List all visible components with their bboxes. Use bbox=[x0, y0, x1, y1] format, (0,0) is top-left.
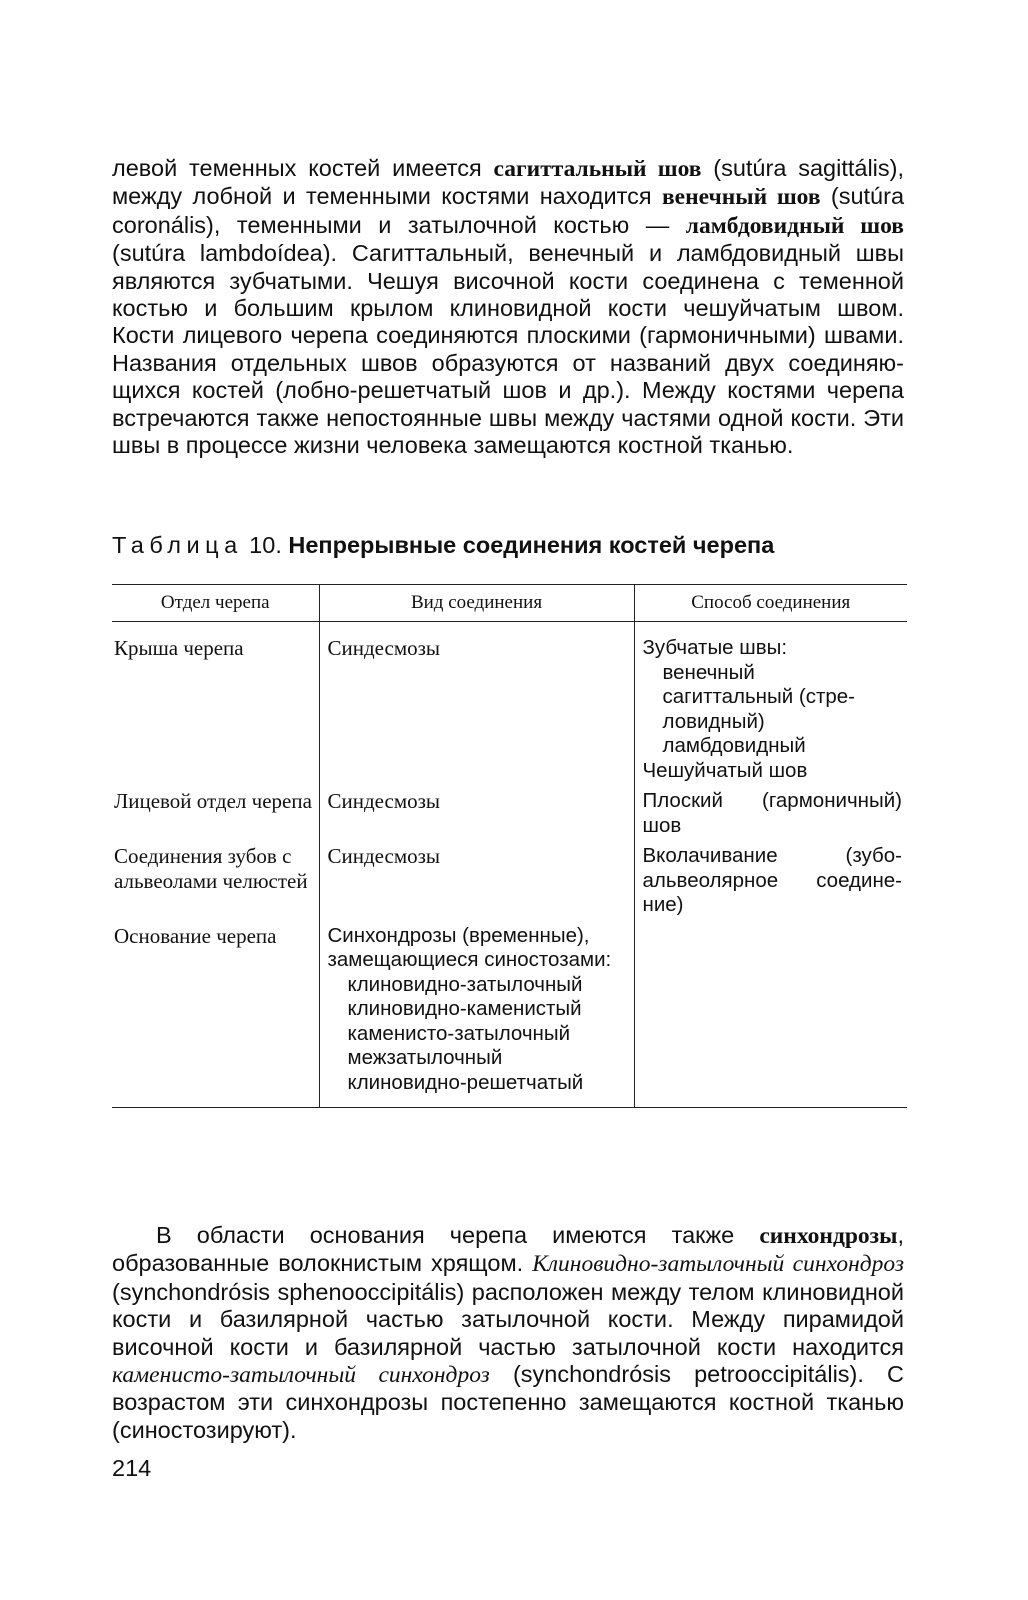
cell-type: Синдесмозы bbox=[319, 622, 634, 790]
type-item: клиновидно-затылочный bbox=[347, 972, 583, 996]
cell-section: Основание черепа bbox=[114, 923, 277, 948]
text-run: левой теменных костей имеется bbox=[112, 155, 494, 181]
table-row bbox=[112, 924, 907, 1108]
text-run: , образованные волокнистым хрящом. bbox=[112, 1222, 904, 1277]
type-item: клиновидно-решетчатый bbox=[347, 1070, 584, 1094]
text-run: (sutúra lambdoídea). Сагиттальный, венечный и ламбдовидный швы являются зубчатыми. Чешуя височной кости соединена с теменной костью и большим крылом клиновидной кости чешуйчатым швом. Кости лицевого черепа соединяются плоскими (гармоничными) швами. Названия отдельных швов образуются от названий двух соединяющихся костей (лобно-решетчатый шов и др.). Между костями черепа встречаются также непостоянные швы между частями одной кости. Эти швы в процессе жизни человека замещаются костной тканью. bbox=[112, 240, 904, 459]
cell-section: Лицевой отдел черепа bbox=[114, 789, 312, 813]
method-item: ламбдовидный bbox=[662, 734, 806, 757]
type-item: каменисто-затылочный bbox=[347, 1021, 571, 1045]
table-title: Непрерывные соединения костей черепа bbox=[288, 532, 775, 558]
cell-method bbox=[634, 622, 907, 790]
page-number: 214 bbox=[112, 1455, 152, 1481]
text-run: (sutúra coronális), теменными и затылочной костью — bbox=[112, 183, 905, 238]
term-petro-occipital: каменисто-затылочный синхондроз bbox=[112, 1362, 490, 1389]
text-run: (synchondrósis petrooccipitális). С возрастом эти синхондрозы постепенно замещаются костной тканью (синостозируют). bbox=[112, 1361, 905, 1443]
paragraph-sutures bbox=[112, 155, 904, 459]
text-run: (synchondrósis sphenooccipitális) расположен между телом клиновидной кости и базилярной частью затылочной кости. Между пирамидой височной кости и базилярной частью затылочной кости находится bbox=[112, 1278, 904, 1360]
cell-method: Плоский (гармоничный) шов bbox=[634, 789, 907, 844]
method-tail: Чешуйчатый шов bbox=[642, 758, 808, 782]
type-heading: Синхондрозы (временные), замещающиеся синостозами: bbox=[327, 923, 612, 971]
cell-section: Соединения зубов с альвеолами челюстей bbox=[114, 844, 308, 893]
cell-method: Вколачивание (зубоальвеолярное соединение) bbox=[634, 844, 907, 924]
table-row bbox=[112, 622, 907, 790]
cell-type bbox=[319, 924, 634, 1108]
skull-joints-table bbox=[112, 584, 907, 1108]
table-header-row bbox=[112, 585, 907, 622]
term-synchondroses: синхондрозы bbox=[759, 1223, 898, 1249]
term-coronal-suture: венечный шов bbox=[661, 184, 821, 211]
term-lambdoid-suture: ламбдовидный шов bbox=[685, 212, 904, 239]
table-label: Таблица bbox=[112, 532, 243, 558]
type-item: межзатылочный bbox=[347, 1046, 503, 1069]
term-sagittal-suture: сагиттальный шов bbox=[493, 156, 702, 182]
table-caption bbox=[112, 532, 912, 559]
cell-method bbox=[634, 924, 907, 1108]
table-number: 10. bbox=[242, 532, 289, 558]
method-item: венечный bbox=[662, 660, 755, 684]
column-header-section: Отдел черепа bbox=[160, 591, 270, 613]
term-spheno-occipital: Клиновидно-затылочный синхондроз bbox=[532, 1251, 905, 1278]
cell-type: Синдесмозы bbox=[319, 844, 634, 924]
method-item: сагиттальный (стреловидный) bbox=[662, 685, 855, 733]
cell-section: Крыша черепа bbox=[114, 636, 244, 660]
column-header-type: Вид соединения bbox=[319, 585, 634, 622]
text-run: (sutúra sagittális), между лобной и теменными костями находится bbox=[112, 155, 904, 210]
table-row bbox=[112, 789, 907, 844]
column-header-method: Способ соединения bbox=[634, 585, 907, 622]
cell-type: Синдесмозы bbox=[319, 789, 634, 844]
type-item: клиновидно-каменистый bbox=[347, 997, 582, 1020]
method-heading: Зубчатые швы: bbox=[642, 636, 788, 659]
text-run: В области основания черепа имеются также bbox=[156, 1222, 760, 1248]
paragraph-synchondroses bbox=[112, 1222, 904, 1444]
table-row bbox=[112, 844, 907, 924]
